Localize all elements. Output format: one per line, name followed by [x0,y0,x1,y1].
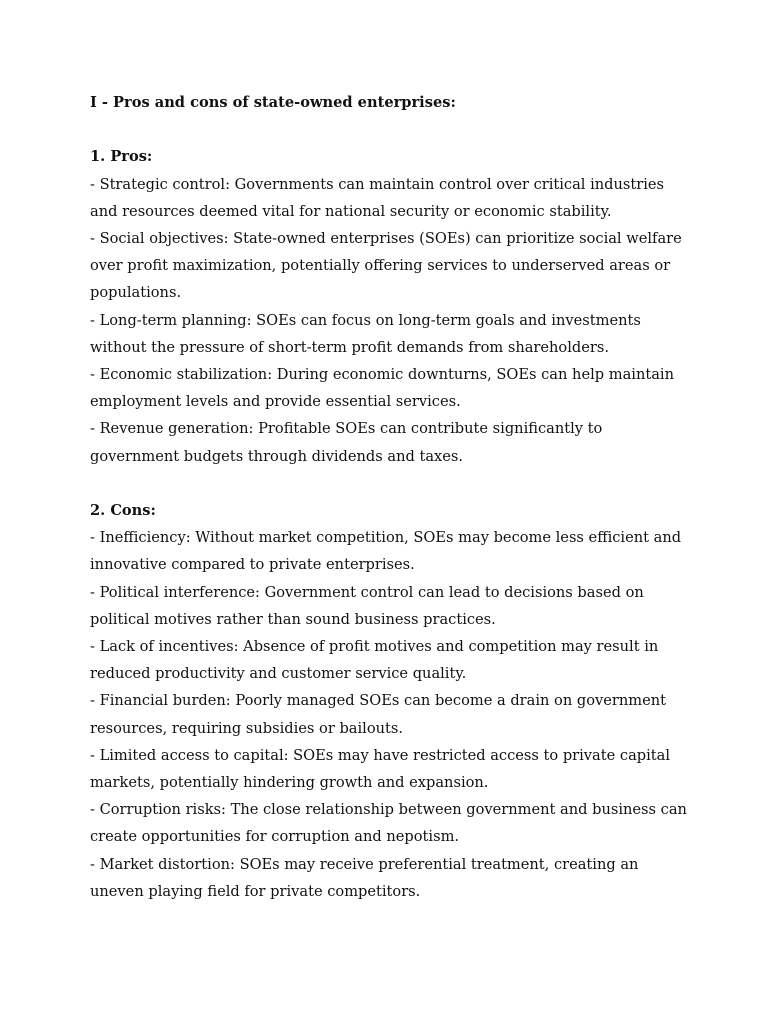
spacer [90,116,690,143]
document-title: I - Pros and cons of state-owned enterprises: [90,94,456,111]
pros-item: - Revenue generation: Profitable SOEs can contribute significantly to government budgets through dividends and taxes. [90,420,603,465]
cons-item: - Lack of incentives: Absence of profit motives and competition may result in reduced productivity and customer service quality. [90,638,659,683]
pros-item: - Strategic control: Governments can maintain control over critical industries and resources deemed vital for national security or economic stability. [90,175,665,220]
pros-item: - Economic stabilization: During economic downturns, SOEs can help maintain employment levels and provide essential services. [90,366,674,411]
cons-item: - Limited access to capital: SOEs may have restricted access to private capital markets, potentially hindering growth and expansion. [90,746,671,792]
cons-item: - Financial burden: Poorly managed SOEs can become a drain on government resources, requiring subsidies or bailouts. [90,692,667,737]
pros-heading: 1. Pros: [90,148,153,166]
cons-heading: 2. Cons: [90,502,156,520]
spacer [90,470,690,497]
pros-item: - Social objectives: State-owned enterprises (SOEs) can prioritize social welfare over profit maximization, potentially offering services to underserved areas or populations. [90,230,682,302]
cons-item: - Inefficiency: Without market competition, SOEs may become less efficient and innovative compared to private enterprises. [90,529,682,574]
cons-item: - Political interference: Government control can lead to decisions based on political motives rather than sound business practices. [90,583,644,628]
document-body [90,89,690,905]
cons-item: - Market distortion: SOEs may receive preferential treatment, creating an uneven playing field for private competitors. [90,855,639,900]
cons-item: - Corruption risks: The close relationship between government and business can create opportunities for corruption and nepotism. [90,801,687,846]
pros-item: - Long-term planning: SOEs can focus on long-term goals and investments without the pressure of short-term profit demands from shareholders. [90,311,641,356]
